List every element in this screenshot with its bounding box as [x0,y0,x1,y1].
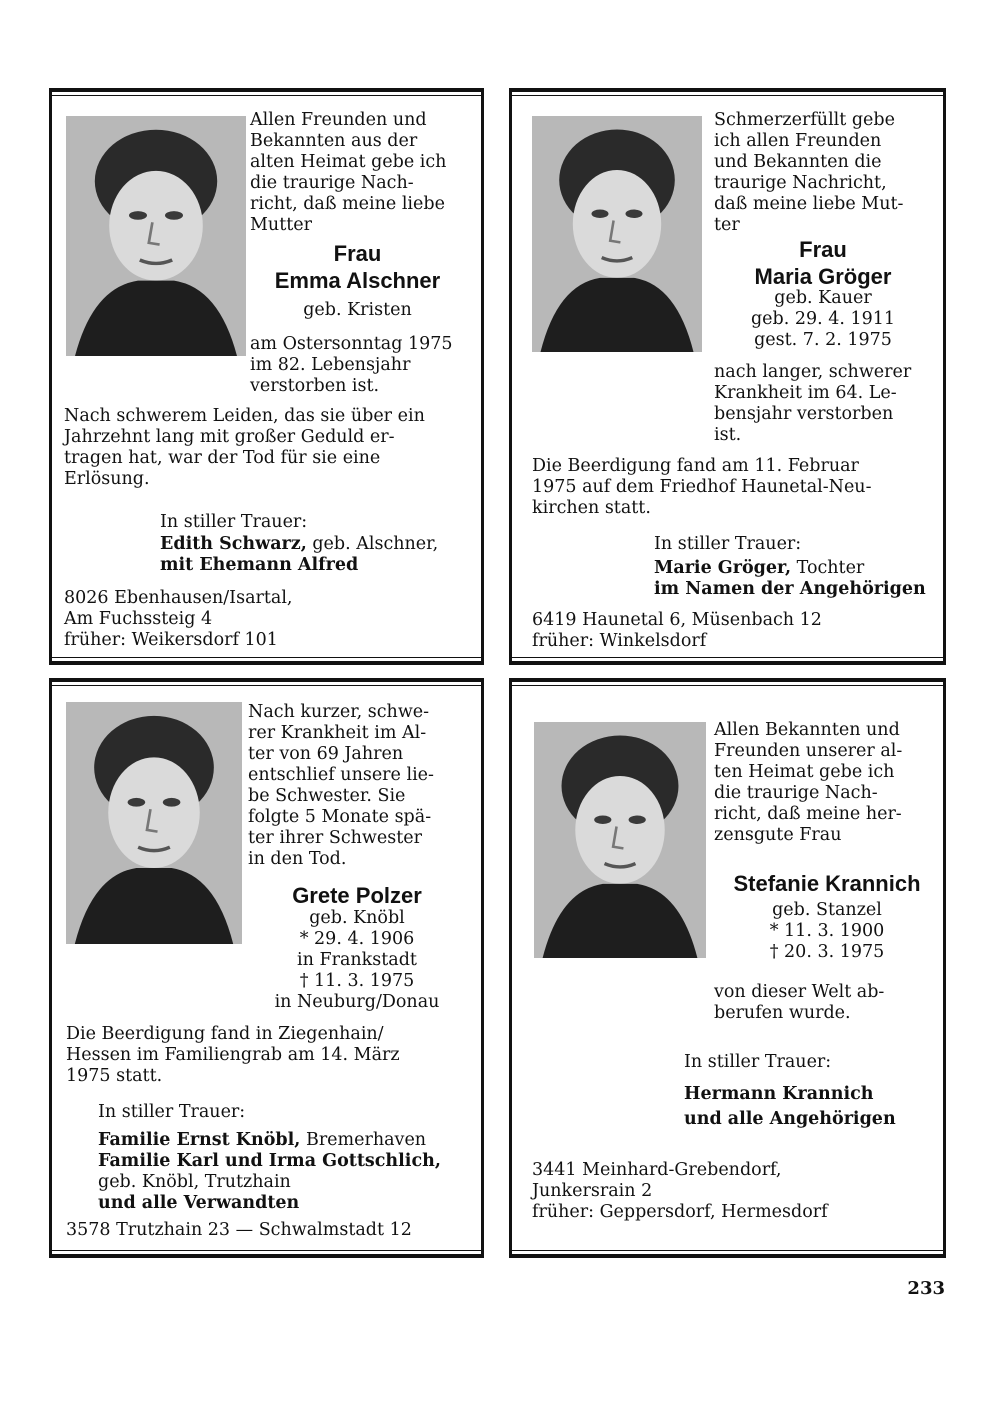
text-line: zensgute Frau [714,825,842,845]
name-line: Maria Gröger [754,264,892,289]
text-line: ter [714,215,740,235]
text-line: die traurige Nach- [714,783,878,803]
death-text [714,982,930,1024]
mourner-line: Edith Schwarz, geb. Alschner, [160,534,439,554]
obituary-emma-alschner [49,88,484,665]
birth-details [248,908,466,1013]
birth-details [250,300,465,321]
birth-details [714,900,940,963]
mourners-list [654,558,934,600]
text-line: in den Tod. [248,849,347,869]
text-line: Hessen im Familiengrab am 14. März [66,1045,400,1065]
text-line: Bekannten aus der [250,131,418,151]
text-line: rer Krankheit im Al- [248,723,427,743]
page-number: 233 [907,1278,945,1299]
name-line: Stefanie Krannich [733,871,921,896]
text-line: 6419 Haunetal 6, Müsenbach 12 [532,610,822,630]
text-line: Allen Bekannten und [714,720,900,740]
text-line: folgte 5 Monate spä- [248,807,432,827]
text-line: entschlief unsere lie- [248,765,434,785]
portrait-photo [532,116,702,352]
text-line: traurige Nachricht, [714,173,887,193]
text-line: Junkersrain 2 [532,1181,653,1201]
deceased-name [248,882,466,909]
mourning-label: In stiller Trauer: [98,1102,246,1122]
text-line: 1975 auf dem Friedhof Haunetal-Neu- [532,477,872,497]
name-line: Grete Polzer [292,883,422,908]
text-line: richt, daß meine liebe [250,194,445,214]
mourner-line: Hermann Krannich [684,1084,874,1104]
text-line: ter ihrer Schwester [248,828,422,848]
name-line: Frau [333,241,382,266]
text-line: geb. Kristen [303,300,412,320]
text-line: von dieser Welt ab- [714,982,885,1002]
text-line: Jahrzehnt lang mit großer Geduld er- [64,427,395,447]
text-line: geb. 29. 4. 1911 [750,309,896,329]
intro-text [714,110,932,236]
text-line: berufen wurde. [714,1003,851,1023]
text-line: ist. [714,425,742,445]
text-line: verstorben ist. [250,376,380,396]
text-line: die traurige Nach- [250,173,414,193]
text-line: bensjahr verstorben [714,404,894,424]
text-line: früher: Winkelsdorf [532,631,707,651]
text-line: früher: Weikersdorf 101 [64,630,278,650]
text-line: richt, daß meine her- [714,804,902,824]
text-line: Freunden unserer al- [714,741,903,761]
birth-details [714,288,932,351]
mourner-line: und alle Verwandten [98,1193,300,1213]
body-text [64,406,469,490]
mourning-label: In stiller Trauer: [654,534,802,554]
text-line: Die Beerdigung fand in Ziegenhain/ [66,1024,384,1044]
mourner-line: Marie Gröger, Tochter [654,558,865,578]
mourners-list [98,1130,478,1214]
name-line: Frau [799,237,847,262]
text-line: 3578 Trutzhain 23 — Schwalmstadt 12 [66,1220,412,1240]
text-line: im 82. Lebensjahr [250,355,411,375]
text-line: † 11. 3. 1975 [299,971,415,991]
text-line: Nach schwerem Leiden, das sie über ein [64,406,425,426]
text-line: geb. Kauer [774,288,872,308]
text-line: be Schwester. Sie [248,786,406,806]
text-line: ich allen Freunden [714,131,882,151]
text-line: Krankheit im 64. Le- [714,383,897,403]
mourner-line: und alle Angehörigen [684,1109,896,1129]
mourning-label: In stiller Trauer: [684,1052,832,1072]
address-text [532,1160,932,1223]
text-line: in Frankstadt [297,950,417,970]
intro-text [714,720,930,846]
text-line: daß meine liebe Mut- [714,194,904,214]
body-text [66,1024,466,1087]
mourning-label: In stiller Trauer: [160,512,308,532]
text-line: Erlösung. [64,469,150,489]
intro-text [248,702,466,870]
text-line: tragen hat, war der Tod für sie eine [64,448,381,468]
text-line: Schmerzerfüllt gebe [714,110,895,130]
text-line: * 11. 3. 1900 [769,921,885,941]
address-text [64,588,469,651]
text-line: geb. Stanzel [772,900,882,920]
death-text [714,362,932,446]
intro-text [250,110,465,236]
deceased-name [714,236,932,290]
text-line: * 29. 4. 1906 [299,929,415,949]
obituary-stefanie-krannich [509,678,946,1258]
obituary-maria-groeger [509,88,946,665]
text-line: Die Beerdigung fand am 11. Februar [532,456,859,476]
mourner-line: im Namen der Angehörigen [654,579,926,599]
text-line: Allen Freunden und [250,110,427,130]
name-line: Emma Alschner [274,268,441,293]
address-text [66,1220,466,1241]
text-line: ten Heimat gebe ich [714,762,895,782]
body-text [532,456,932,519]
deceased-name [250,240,465,294]
text-line: gest. 7. 2. 1975 [754,330,892,350]
address-text [532,610,932,652]
text-line: geb. Knöbl [309,908,405,928]
text-line: 3441 Meinhard-Grebendorf, [532,1160,782,1180]
text-line: ter von 69 Jahren [248,744,404,764]
text-line: 1975 statt. [66,1066,163,1086]
portrait-photo [534,722,706,958]
text-line: in Neuburg/Donau [274,992,440,1012]
portrait-photo [66,702,242,944]
obituary-grete-polzer [49,678,484,1258]
text-line: Nach kurzer, schwe- [248,702,430,722]
mourner-line: Familie Ernst Knöbl, Bremerhaven [98,1130,427,1150]
text-line: † 20. 3. 1975 [769,942,885,962]
text-line: am Ostersonntag 1975 [250,334,453,354]
text-line: und Bekannten die [714,152,882,172]
deceased-name [714,870,940,897]
text-line: Mutter [250,215,312,235]
text-line: früher: Geppersdorf, Hermesdorf [532,1202,828,1222]
portrait-photo [66,116,246,356]
death-text [250,334,465,397]
text-line: 8026 Ebenhausen/Isartal, [64,588,293,608]
mourners-list [684,1084,934,1130]
mourner-line: Familie Karl und Irma Gottschlich, [98,1151,441,1171]
text-line: nach langer, schwerer [714,362,912,382]
mourner-line: mit Ehemann Alfred [160,555,359,575]
text-line: Am Fuchssteig 4 [64,609,213,629]
mourners-list [160,534,480,576]
text-line: kirchen statt. [532,498,651,518]
text-line: alten Heimat gebe ich [250,152,447,172]
mourner-line: geb. Knöbl, Trutzhain [98,1172,291,1192]
